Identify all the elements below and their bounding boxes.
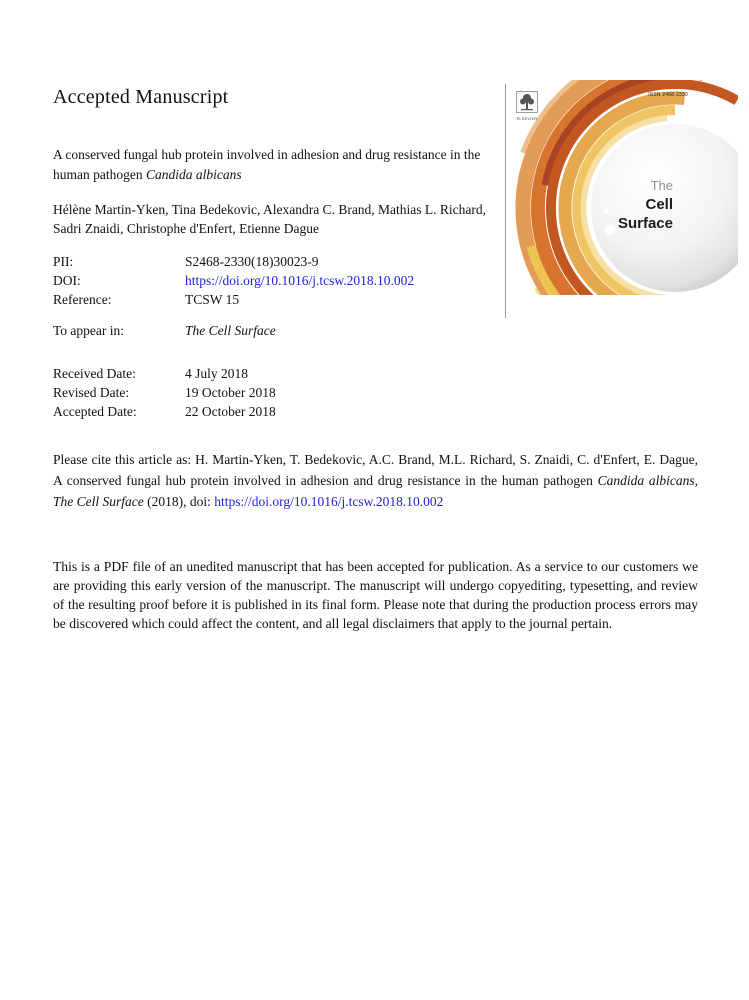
- meta-row-doi: [53, 273, 473, 291]
- received-value: 4 July 2018: [185, 366, 249, 381]
- pii-label: PII:: [53, 254, 74, 269]
- article-title-text: A conserved fungal hub protein involved in adhesion and drug resistance in the human pathogen: [53, 147, 481, 182]
- meta-row-received: [53, 366, 473, 384]
- to-appear-value: The Cell Surface: [185, 323, 276, 338]
- journal-cover: [507, 80, 738, 295]
- revised-value: 19 October 2018: [185, 385, 276, 400]
- cover-separator-line: [505, 84, 506, 318]
- to-appear-label: To appear in:: [53, 323, 125, 338]
- elsevier-wordmark: ELSEVIER: [516, 117, 538, 121]
- journal-name-cell: Cell: [645, 196, 673, 213]
- meta-row-accepted: [53, 404, 473, 422]
- journal-name-the: The: [650, 178, 673, 193]
- citation-journal: The Cell Surface: [53, 494, 144, 509]
- author-list: Hélène Martin-Yken, Tina Bedekovic, Alexandra C. Brand, Mathias L. Richard, Sadri Znaidi, Christophe d'Enfert, Etienne Dague: [53, 202, 487, 236]
- meta-row-to-appear: [53, 323, 473, 341]
- received-label: Received Date:: [53, 366, 136, 381]
- citation-doi-link[interactable]: https://doi.org/10.1016/j.tcsw.2018.10.002: [214, 494, 444, 509]
- disclaimer-paragraph: This is a PDF file of an unedited manuscript that has been accepted for publication. As a service to our customers we are providing this early version of the manuscript. The manuscript will undergo copyediting, typesetting, and review of the resulting proof before it is published in its final form. Please note that during the production process errors may be discovered which could affect the content, and all legal disclaimers that apply to the journal pertain.: [53, 559, 698, 631]
- reference-value: TCSW 15: [185, 292, 240, 307]
- doi-label: DOI:: [53, 273, 81, 288]
- citation-separator: ,: [694, 473, 698, 488]
- journal-name-surface: Surface: [617, 215, 673, 232]
- article-title-species: Candida albicans: [145, 167, 242, 182]
- cover-artwork: [507, 80, 738, 295]
- doi-value-link[interactable]: https://doi.org/10.1016/j.tcsw.2018.10.002: [185, 273, 415, 288]
- citation-species: Candida albicans: [597, 473, 695, 488]
- elsevier-logo: [515, 90, 539, 124]
- accepted-value: 22 October 2018: [185, 404, 276, 419]
- issn-text: ISSN 2468-2330: [648, 92, 688, 98]
- meta-row-revised: [53, 385, 473, 403]
- meta-row-pii: [53, 254, 473, 272]
- sphere-highlight-dot-small: [603, 208, 609, 214]
- citation-paragraph: [53, 449, 698, 512]
- meta-row-reference: [53, 292, 473, 310]
- article-title: [53, 145, 505, 185]
- reference-label: Reference:: [53, 292, 112, 307]
- citation-intro: Please cite this article as: H. Martin-Yken, T. Bedekovic, A.C. Brand, M.L. Richard, S. Znaidi, C. d'Enfert, E. Dague, A conserved fungal hub protein involved in adhesion and drug resistance in the human pathogen: [53, 452, 698, 488]
- sphere-highlight-dot: [605, 225, 616, 236]
- accepted-label: Accepted Date:: [53, 404, 137, 419]
- citation-year: (2018), doi:: [143, 494, 215, 509]
- revised-label: Revised Date:: [53, 385, 130, 400]
- pii-value: S2468-2330(18)30023-9: [185, 254, 319, 269]
- page-title: Accepted Manuscript: [53, 86, 229, 108]
